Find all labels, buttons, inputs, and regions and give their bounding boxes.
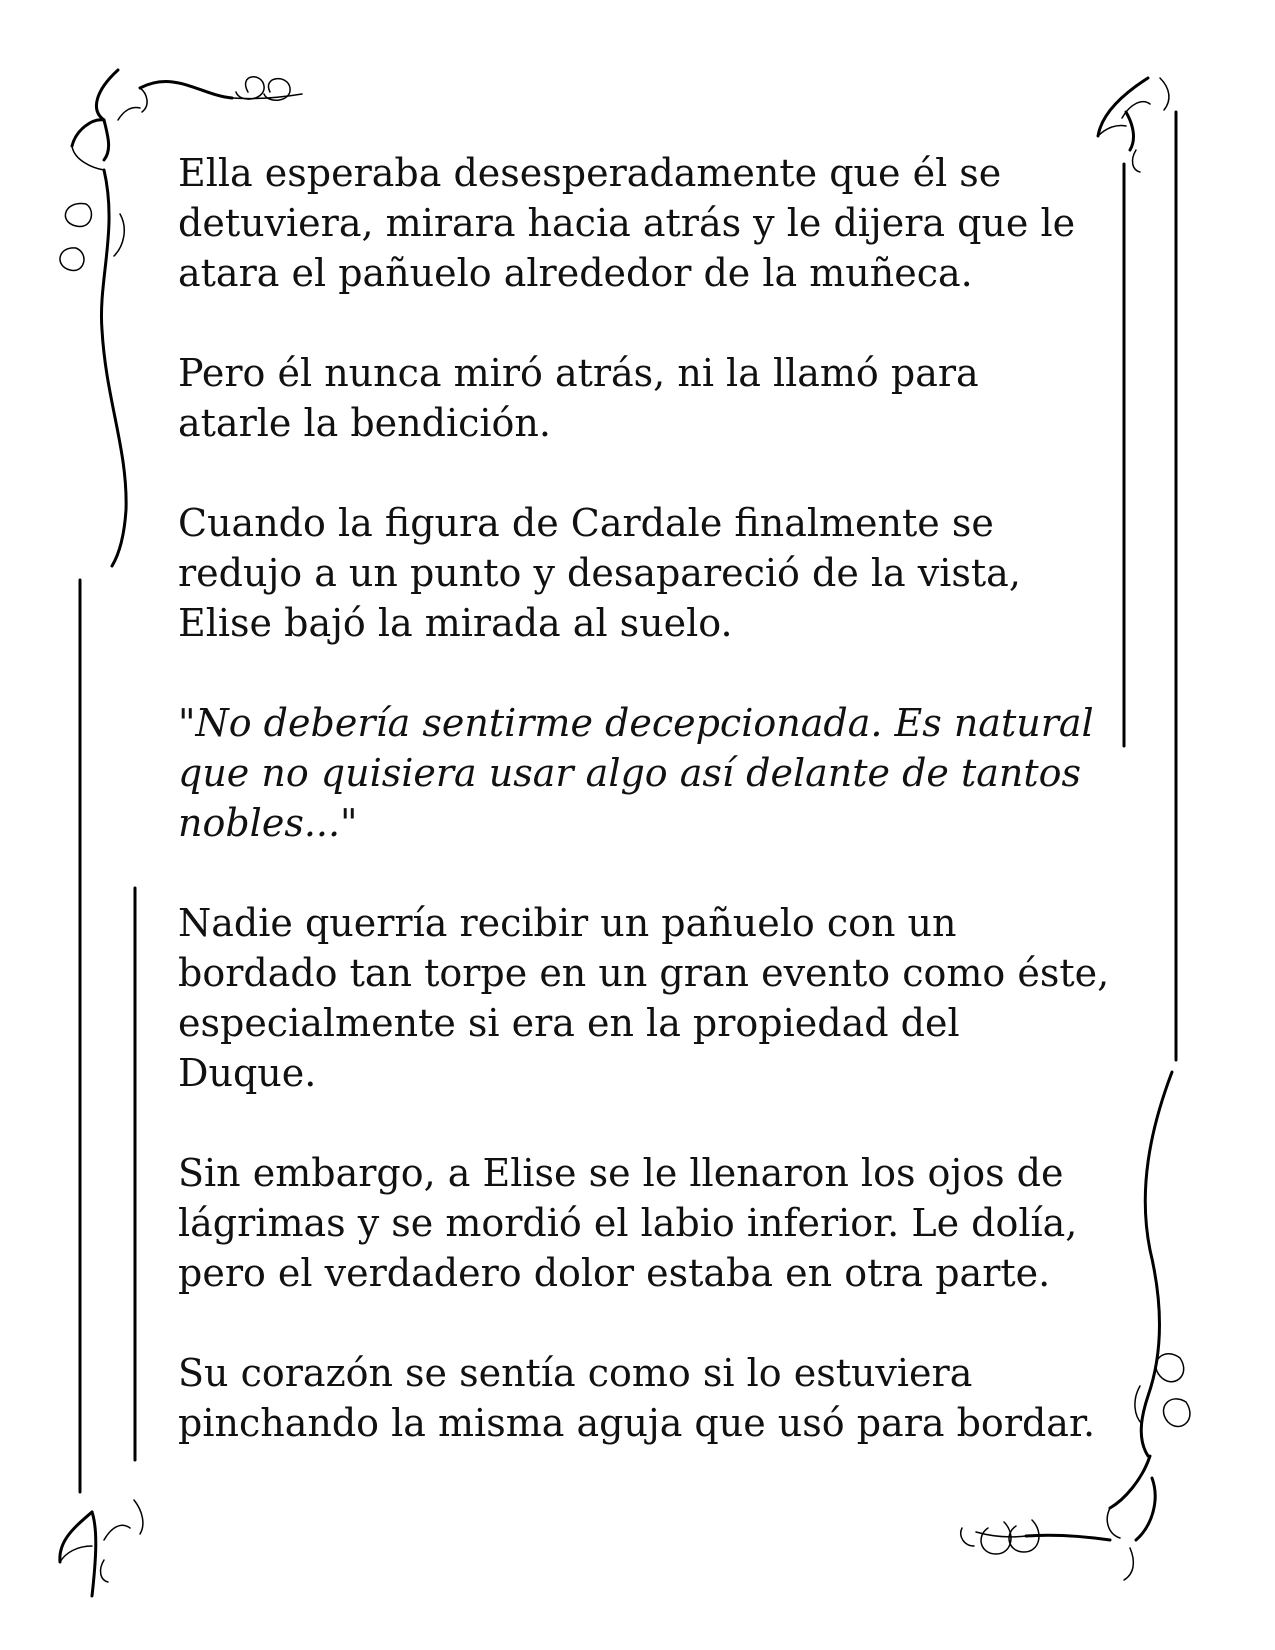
text-line: Duque. (178, 1051, 317, 1095)
text-line: pero el verdadero dolor estaba en otra parte. (178, 1251, 1051, 1295)
left-border-lines (80, 580, 135, 1492)
text-line: detuviera, mirara hacia atrás y le dijera que le (178, 201, 1076, 245)
text-line: Cuando la figura de Cardale finalmente se (178, 501, 994, 545)
narrative-paragraph (178, 1348, 1098, 1448)
narrative-paragraph (178, 148, 1098, 298)
text-line: Elise bajó la mirada al suelo. (178, 601, 733, 645)
text-line: atarle la bendición. (178, 401, 551, 445)
text-line: nobles..." (178, 801, 358, 845)
body-text (178, 148, 1110, 1498)
text-line: pinchando la misma aguja que usó para bordar. (178, 1401, 1096, 1445)
flourish-bottom-left (60, 1500, 143, 1596)
text-line: bordado tan torpe en un gran evento como éste, (178, 951, 1110, 995)
narrative-paragraph (178, 498, 1098, 648)
text-line: "No debería sentirme decepcionada. Es natural (178, 701, 1094, 745)
narrative-paragraph (178, 898, 1110, 1098)
inner-thought-paragraph (178, 698, 1098, 848)
narrative-paragraph (178, 348, 1098, 448)
text-line: Su corazón se sentía como si lo estuviera (178, 1351, 973, 1395)
flourish-top-right (1098, 78, 1169, 172)
text-line: especialmente si era en la propiedad del (178, 1001, 960, 1045)
text-line: Nadie querría recibir un pañuelo con un (178, 901, 957, 945)
text-line: atara el pañuelo alrededor de la muñeca. (178, 251, 973, 295)
narrative-paragraph (178, 1148, 1098, 1298)
text-line: lágrimas y se mordió el labio inferior. Le dolía, (178, 1201, 1078, 1245)
right-border-lines (1124, 112, 1176, 1060)
text-line: Pero él nunca miró atrás, ni la llamó para (178, 351, 979, 395)
text-line: Ella esperaba desesperadamente que él se (178, 151, 1002, 195)
text-line: Sin embargo, a Elise se le llenaron los ojos de (178, 1151, 1064, 1195)
text-line: que no quisiera usar algo así delante de tantos (178, 751, 1082, 795)
text-line: redujo a un punto y desapareció de la vista, (178, 551, 1021, 595)
